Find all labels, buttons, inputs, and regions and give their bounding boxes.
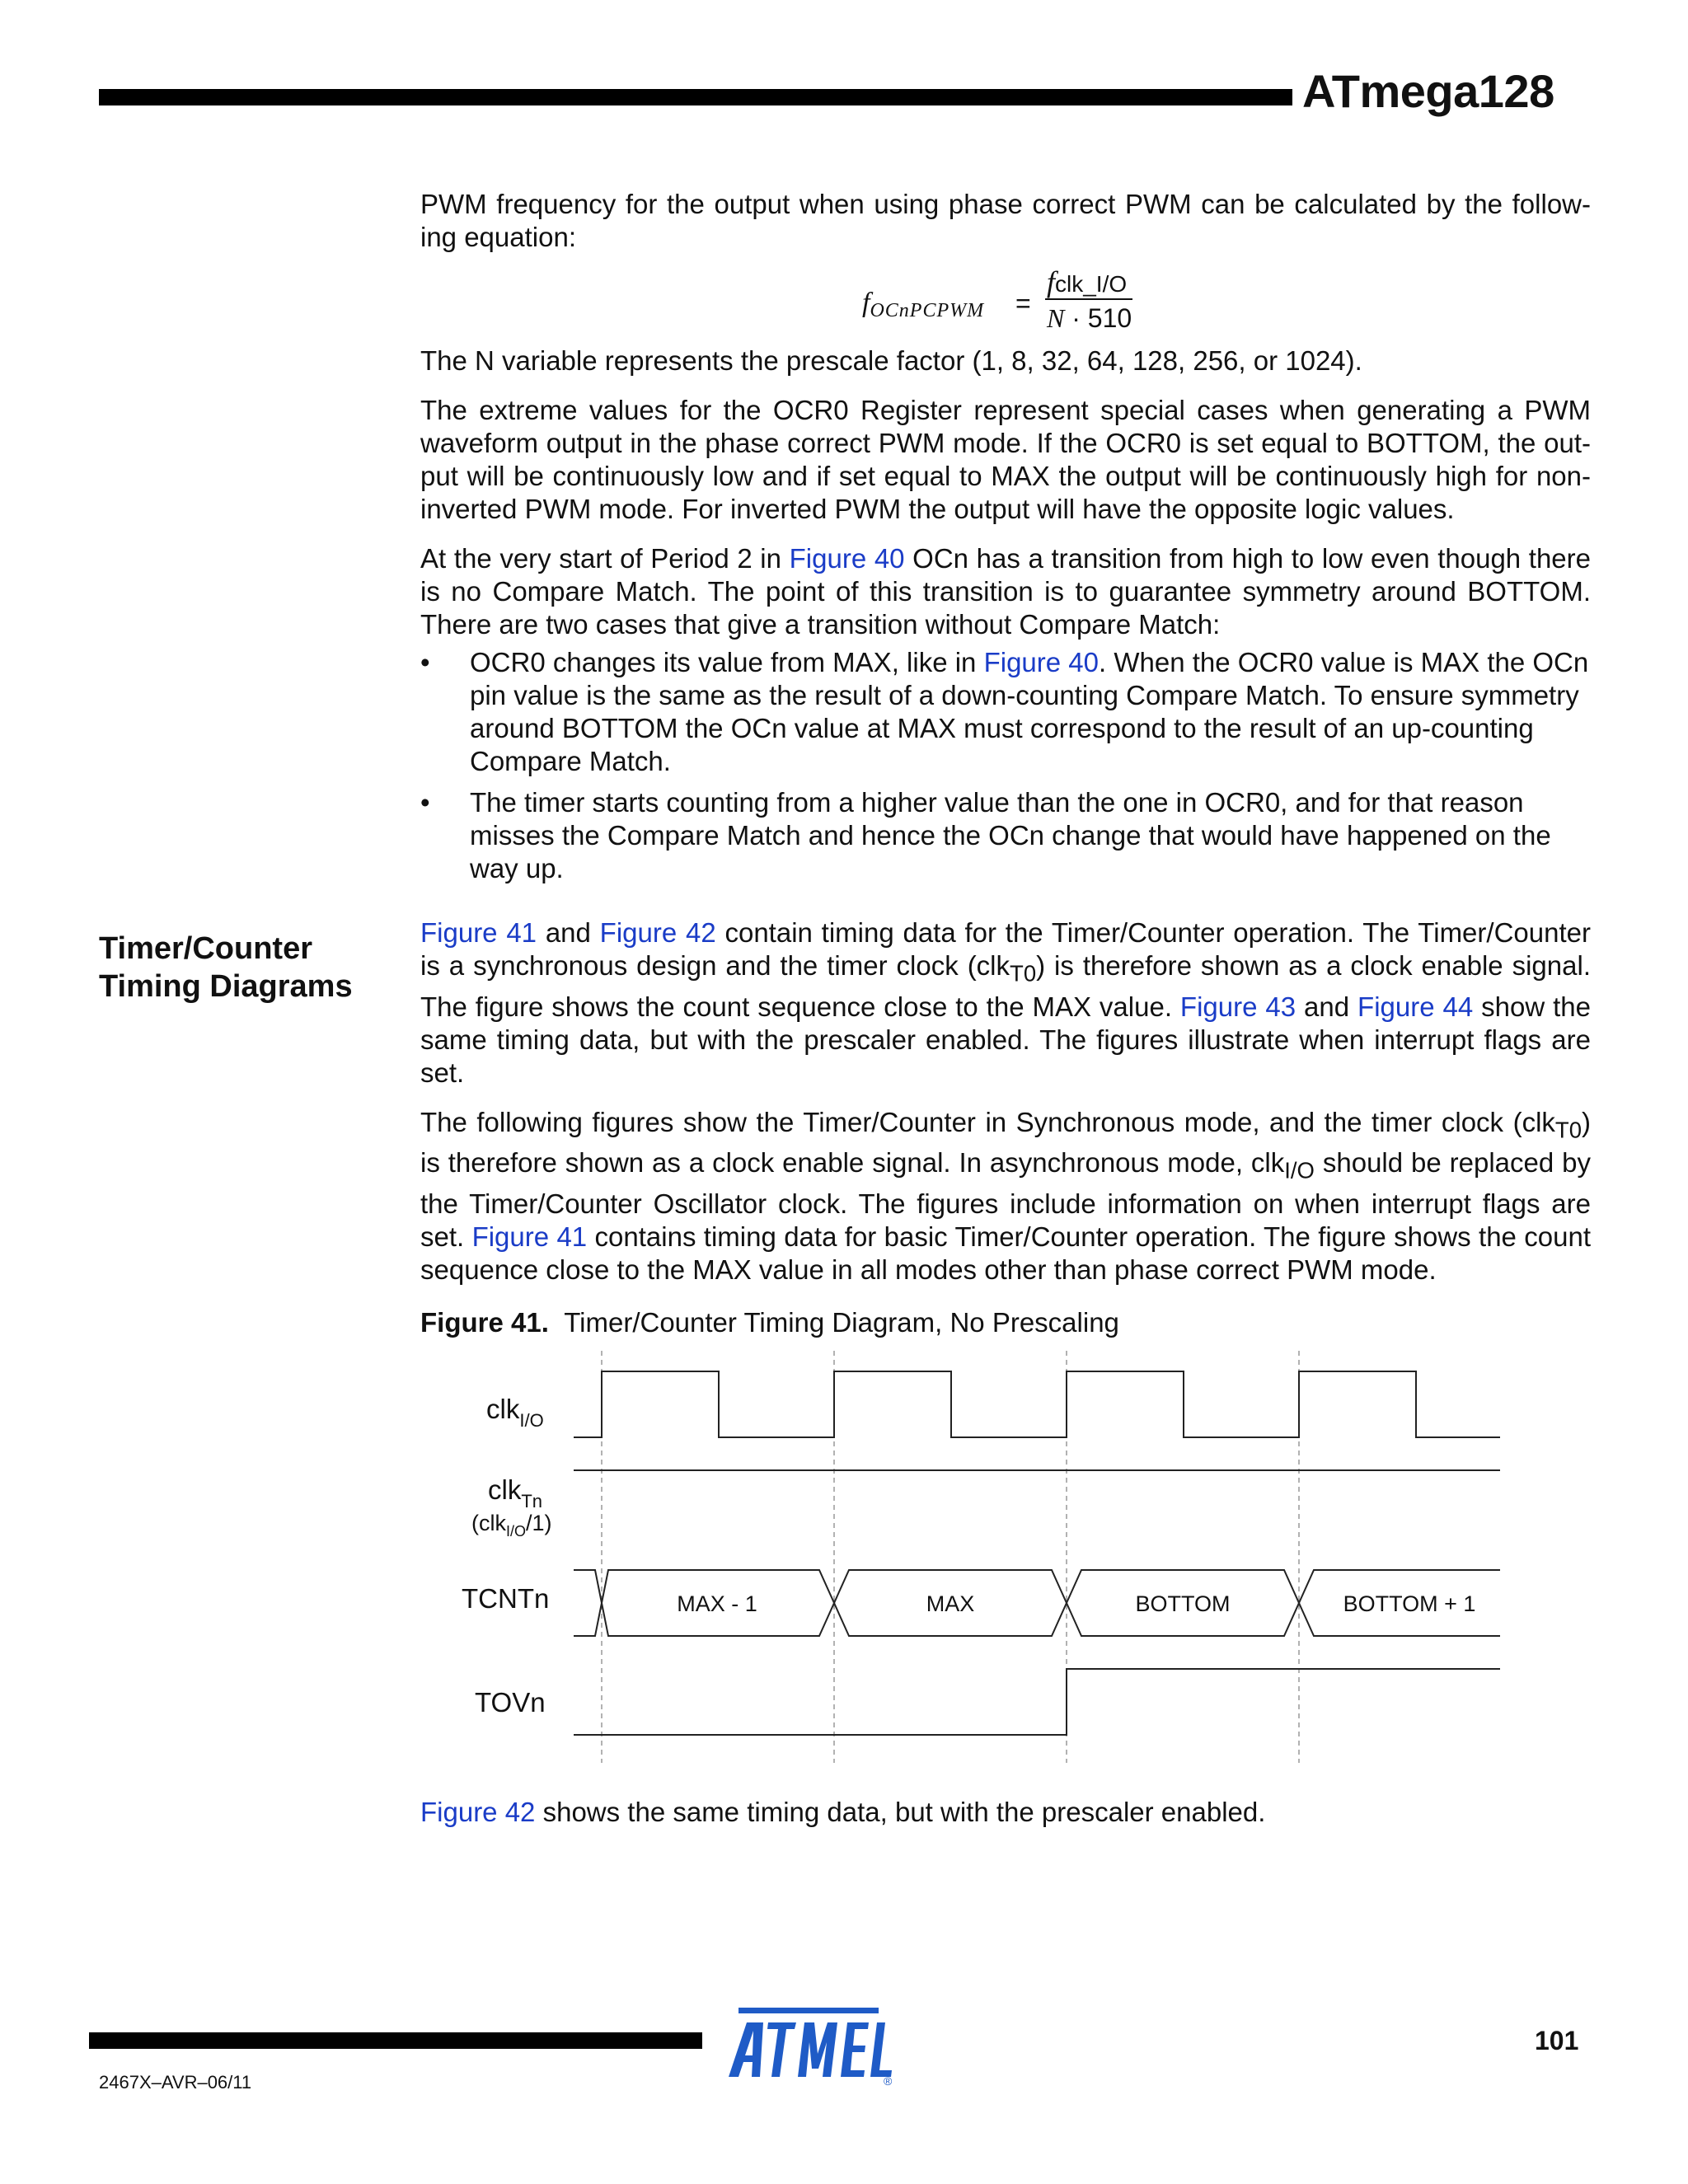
signal-note-clktn: (clk$_{I/O}$/1) [471, 1510, 552, 1540]
footer-rule [89, 2032, 702, 2049]
logo-registered-mark: ® [884, 2074, 893, 2087]
section-heading-line2: Timing Diagrams [99, 969, 353, 1004]
bullet-marker: • [420, 787, 430, 818]
signal-label-tcntn: TCNTn [462, 1582, 550, 1614]
signal-label-clkio: clk$_{I/O}$ [486, 1393, 544, 1431]
tcnt-value: MAX - 1 [677, 1591, 757, 1616]
link-figure-42[interactable]: Figure 42 [420, 1796, 536, 1827]
formula-denominator: N · 510 [1047, 303, 1132, 333]
formula-numerator: fclk_I/O [1047, 265, 1128, 298]
formula-fraction-bar [1045, 298, 1132, 300]
clkio-waveform [574, 1371, 1500, 1437]
formula-lhs: $f_{OCnPCPWM}$ [862, 288, 985, 321]
paragraph-synchronous-mode: The following figures show the Timer/Counter in Synchronous mode, and the timer clock (clk$_{T0}$) is therefore shown as a clock enable signal. In asynchronous mode, clk$_{I/O}$ should be replaced by the Timer/Counter Oscillator clock. The figures include information on when interrupt flags are set. Figure 41 contains timing data for basic Timer/Counter operation. The figure shows the count sequence close to the MAX value in all modes other than phase correct PWM mode. [420, 1106, 1591, 1285]
paragraph-prescale: The N variable represents the prescale factor (1, 8, 32, 64, 128, 256, or 1024). [420, 345, 1362, 376]
bullet-marker: • [420, 647, 430, 677]
paragraph-pwm-frequency: PWM frequency for the output when using phase correct PWM can be calculated by the follow-ing equation: [420, 189, 1591, 252]
tcnt-value: MAX [926, 1591, 975, 1616]
atmel-logo [722, 2004, 895, 2091]
tovn-waveform [574, 1669, 1500, 1735]
section-heading [99, 930, 379, 1005]
document-title: ATmega128 [1302, 65, 1554, 117]
paragraph-period2: At the very start of Period 2 in Figure 40 OCn has a transition from high to low even though there is no Compare Match. The point of this transition is to guarantee symmetry around BOTTOM. There are two cases that give a transition without Compare Match: [420, 543, 1592, 640]
main-content [420, 188, 1591, 1845]
link-figure-40[interactable]: Figure 40 [789, 543, 905, 574]
signal-label-tovn: TOVn [475, 1686, 546, 1718]
header-rule [99, 89, 1292, 105]
link-figure-41[interactable]: Figure 41 [471, 1221, 588, 1252]
atmel-logo-mark [722, 2004, 895, 2087]
timing-diagram [404, 1343, 1591, 1771]
bullet-list [420, 646, 1591, 885]
list-item: • OCR0 changes its value from MAX, like in Figure 40. When the OCR0 value is MAX the OCn pin value is the same as the result of a down-counting Compare Match. To ensure symmetry around BOTTOM the OCn value at MAX must correspond to the result of an up-counting Compare Match. [420, 647, 1589, 776]
section-heading-line1: Timer/Counter [99, 931, 313, 966]
link-figure-44[interactable]: Figure 44 [1357, 991, 1474, 1022]
link-figure-41[interactable]: Figure 41 [420, 917, 537, 948]
document-code: 2467X–AVR–06/11 [99, 2072, 252, 2093]
link-figure-43[interactable]: Figure 43 [1179, 991, 1296, 1022]
page-number: 101 [1535, 2026, 1579, 2055]
signal-label-clktn: clk$_{Tn}$ [488, 1474, 543, 1511]
formula-equals: = [1015, 288, 1031, 318]
tcnt-value: BOTTOM + 1 [1343, 1591, 1476, 1616]
figure-41-caption: Figure 41. Timer/Counter Timing Diagram, No Prescaling [420, 1306, 1119, 1338]
paragraph-figure42-note: Figure 42 shows the same timing data, but with the prescaler enabled. [420, 1796, 1266, 1827]
pwm-frequency-formula [420, 265, 1591, 333]
link-figure-42[interactable]: Figure 42 [599, 917, 716, 948]
list-item: • The timer starts counting from a higher value than the one in OCR0, and for that reason misses the Compare Match and hence the OCn change that would have happened on the way up. [420, 787, 1551, 883]
link-figure-40[interactable]: Figure 40 [983, 647, 1099, 677]
paragraph-extreme-values: The extreme values for the OCR0 Register represent special cases when generating a PWM waveform output in the phase correct PWM mode. If the OCR0 is set equal to BOTTOM, the out-put will be continuously low and if set equal to MAX the output will be continuously high for non-inverted PWM mode. For inverted PWM the output will have the opposite logic values. [420, 395, 1591, 524]
paragraph-timing-intro: Figure 41 and Figure 42 contain timing data for the Timer/Counter operation. The Timer/Counter is a synchronous design and the timer clock (clk$_{T0}$) is therefore shown as a clock enable signal. The figure shows the count sequence close to the MAX value. Figure 43 and Figure 44 show the same timing data, but with the prescaler enabled. The figures illustrate when interrupt flags are set. [420, 917, 1591, 1088]
tcnt-value: BOTTOM [1135, 1591, 1231, 1616]
